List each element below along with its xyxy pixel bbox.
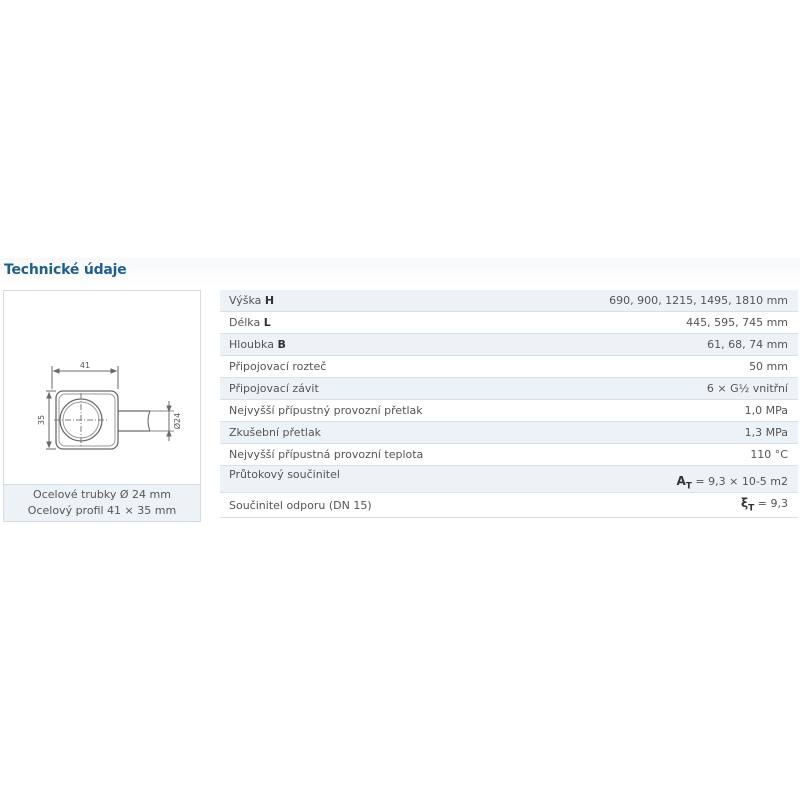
height-dimension-label: 35: [37, 414, 46, 426]
caption-steel-tubes: Ocelové trubky Ø 24 mm: [33, 488, 171, 501]
spec-value: $A_T = 9,3 \times 10-5$ m2: [520, 466, 798, 493]
spec-label: Součinitel odporu (DN 15): [220, 493, 520, 518]
spec-label: Průtokový součinitel: [220, 466, 520, 493]
spec-value: 690, 900, 1215, 1495, 1810 mm: [520, 290, 798, 312]
spec-row-resistance-coefficient: [220, 493, 798, 518]
spec-label: Hloubka B: [220, 334, 520, 356]
spec-value: 6 × G½ vnitřní: [520, 378, 798, 400]
spec-value: 1,0 MPa: [520, 400, 798, 422]
spec-label: Nejvyšší přípustná provozní teplota: [220, 444, 520, 466]
spec-label: Nejvyšší přípustný provozní přetlak: [220, 400, 520, 422]
spec-row-length: [220, 312, 798, 334]
section-title: Technické údaje: [4, 262, 127, 278]
width-dimension-label: 41: [79, 361, 91, 370]
side-tube-break-line: [148, 411, 150, 431]
spec-label: Délka L: [220, 312, 520, 334]
spec-row-flow-coefficient: [220, 466, 798, 493]
spec-row-test-pressure: [220, 422, 798, 444]
spec-row-connection-thread: [220, 378, 798, 400]
spec-value: 445, 595, 745 mm: [520, 312, 798, 334]
spec-value: 50 mm: [520, 356, 798, 378]
flow-coefficient-symbol: $A_T$: [676, 473, 692, 491]
profile-figure: [3, 290, 201, 522]
spec-label: Připojovací rozteč: [220, 356, 520, 378]
spec-value: $\xi_T = 9,3$: [520, 493, 798, 518]
center-lines: [54, 393, 108, 447]
spec-row-connection-spacing: [220, 356, 798, 378]
spec-row-max-pressure: [220, 400, 798, 422]
resistance-coefficient-symbol: $\xi_T$: [741, 496, 755, 514]
spec-value: 1,3 MPa: [520, 422, 798, 444]
spec-label: Připojovací závit: [220, 378, 520, 400]
caption-steel-profile: Ocelový profil 41 × 35 mm: [27, 504, 177, 517]
figure-caption: [4, 484, 200, 521]
diameter-dimension-label: Ø24: [173, 412, 182, 430]
spec-row-height: [220, 290, 798, 312]
profile-cross-section-drawing: [4, 291, 200, 483]
spec-value: 61, 68, 74 mm: [520, 334, 798, 356]
technical-specs-table: [220, 290, 798, 518]
spec-label: Zkušební přetlak: [220, 422, 520, 444]
spec-label: Výška H: [220, 290, 520, 312]
spec-value: 110 °C: [520, 444, 798, 466]
spec-row-max-temperature: [220, 444, 798, 466]
spec-row-depth: [220, 334, 798, 356]
